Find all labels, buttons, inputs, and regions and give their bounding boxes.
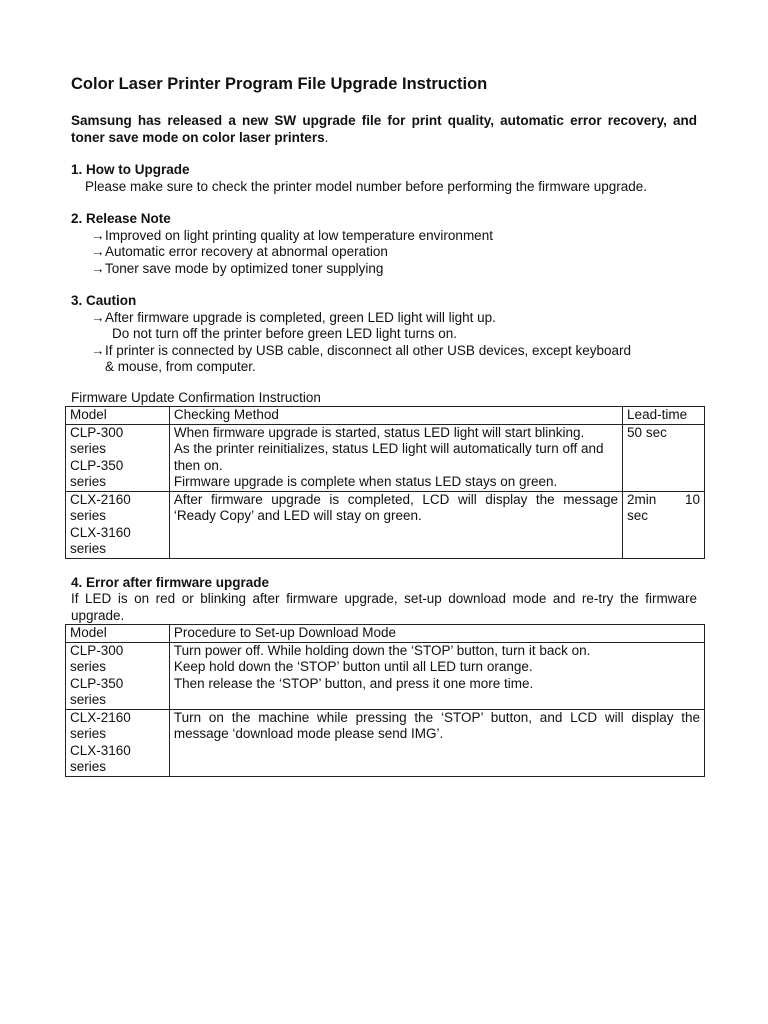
model-cell: [66, 491, 170, 558]
release-note-text: Automatic error recovery at abnormal operation: [105, 244, 388, 259]
lead-time-cell: 50 sec: [623, 424, 705, 491]
section-caution: [71, 293, 697, 376]
arrow-icon: →: [91, 227, 105, 243]
caution-item: [71, 343, 697, 360]
caution-text: If printer is connected by USB cable, disconnect all other USB devices, except keyboard: [105, 342, 632, 358]
table-row: [66, 491, 705, 558]
method-text: When firmware upgrade is started, status LED light will start blinking.: [173, 424, 585, 440]
model-name: series: [70, 659, 107, 674]
section4-heading: 4. Error after firmware upgrade: [71, 574, 270, 590]
model-name: series: [70, 541, 107, 556]
model-cell: [66, 424, 170, 491]
document-page: [70, 74, 700, 777]
intro-paragraph: [71, 113, 697, 146]
model-name: series: [70, 726, 107, 741]
header-model: Model: [66, 407, 170, 425]
model-name: series: [70, 508, 107, 523]
method-cell: [169, 424, 622, 491]
model-name: CLP-350: [70, 457, 124, 473]
model-cell: [66, 709, 170, 776]
header-checking-method: Checking Method: [169, 407, 622, 425]
model-name: series: [70, 441, 107, 456]
download-mode-table: [65, 624, 705, 777]
intro-period: .: [324, 129, 329, 145]
lead-time-part: sec: [627, 508, 649, 523]
arrow-icon: →: [91, 309, 105, 325]
table-header-row: [66, 407, 705, 425]
intro-bold-text: Samsung has released a new SW upgrade file for print quality, automatic error recovery, and toner save mode on color laser printers: [71, 113, 697, 145]
lead-time-part: 2min: [627, 491, 657, 507]
procedure-text: Turn power off. While holding down the ‘STOP’ button, turn it back on.: [173, 642, 591, 658]
caution-text-continued: Do not turn off the printer before green LED light turns on.: [112, 326, 457, 341]
model-name: CLX-3160: [70, 524, 131, 540]
arrow-icon: →: [91, 244, 105, 259]
section1-heading: 1. How to Upgrade: [71, 162, 190, 177]
table-row: [66, 709, 705, 776]
document-title: Color Laser Printer Program File Upgrade Instruction: [71, 75, 488, 93]
header-model: Model: [66, 625, 170, 643]
header-procedure: Procedure to Set-up Download Mode: [169, 625, 704, 643]
header-lead-time: Lead-time: [623, 407, 705, 425]
caution-text-continued: & mouse, from computer.: [105, 359, 256, 374]
release-note-text: Toner save mode by optimized toner supplying: [105, 260, 384, 276]
release-note-item: [71, 261, 697, 278]
caution-item: [71, 310, 697, 327]
model-name: CLP-350: [70, 675, 124, 691]
arrow-icon: →: [91, 260, 105, 276]
procedure-cell: Turn on the machine while pressing the ‘STOP’ button, and LCD will display the message ‘download mode please send IMG’.: [169, 709, 704, 776]
procedure-text: Keep hold down the ‘STOP’ button until all LED turn orange.: [173, 659, 533, 674]
model-name: CLX-3160: [70, 742, 131, 758]
model-cell: [66, 642, 170, 709]
method-cell: After firmware upgrade is completed, LCD will display the message ‘Ready Copy’ and LED will stay on green.: [169, 491, 622, 558]
table-row: [66, 642, 705, 709]
lead-time-cell: [623, 491, 705, 558]
release-note-item: [71, 244, 697, 261]
model-name: CLX-2160: [70, 709, 131, 725]
section-release-note: [71, 211, 697, 277]
section-error-after-upgrade: [71, 575, 697, 625]
method-text: As the printer reinitializes, status LED light will automatically turn off and then on.: [173, 441, 604, 473]
section3-heading: 3. Caution: [71, 293, 137, 308]
method-text: Firmware upgrade is complete when status LED stays on green.: [173, 474, 558, 489]
model-name: series: [70, 759, 107, 774]
section2-heading: 2. Release Note: [71, 211, 171, 226]
procedure-text: Then release the ‘STOP’ button, and press it one more time.: [173, 675, 534, 691]
arrow-icon: →: [91, 342, 105, 358]
procedure-cell: [169, 642, 704, 709]
release-note-text: Improved on light printing quality at low temperature environment: [105, 227, 493, 243]
firmware-confirmation-table: [65, 406, 705, 559]
lead-time-line: [627, 492, 700, 509]
table1-caption: Firmware Update Confirmation Instruction: [71, 389, 321, 405]
section-how-to-upgrade: [71, 162, 697, 195]
model-name: series: [70, 474, 107, 489]
table-header-row: [66, 625, 705, 643]
model-name: series: [70, 692, 107, 707]
caution-text: After firmware upgrade is completed, green LED light will light up.: [105, 309, 496, 325]
lead-time-part: 10: [684, 491, 700, 507]
section4-text: If LED is on red or blinking after firmware upgrade, set-up download mode and re-try the firmware upgrade.: [71, 591, 697, 623]
model-name: CLX-2160: [70, 491, 131, 507]
model-name: CLP-300: [70, 424, 124, 440]
release-note-item: [71, 228, 697, 245]
section1-text: Please make sure to check the printer model number before performing the firmware upgrade.: [85, 178, 648, 194]
table-row: [66, 424, 705, 491]
model-name: CLP-300: [70, 642, 124, 658]
